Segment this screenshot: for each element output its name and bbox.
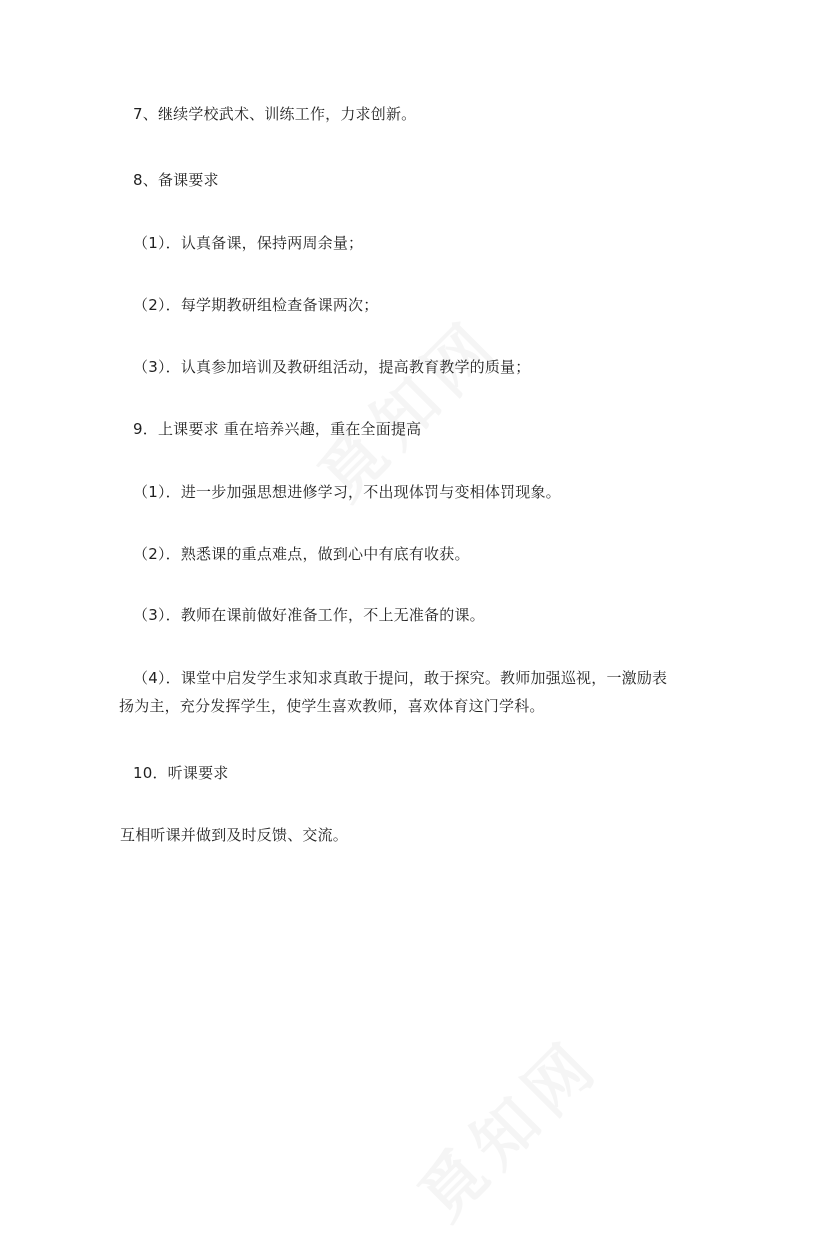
item-8-3: （3）．认真参加培训及教研组活动，提高教育教学的质量；	[133, 358, 531, 376]
item-9-4-line-1: （4）．课堂中启发学生求知求真敢于提问，敢于探究。教师加强巡视，一激励表	[133, 669, 668, 687]
watermark	[395, 1015, 617, 1237]
section-10-title: 10．听课要求	[133, 764, 229, 782]
section-8-title: 8、备课要求	[133, 171, 219, 189]
section-10-body: 互相听课并做到及时反馈、交流。	[120, 826, 349, 844]
section-9-title: 9．上课要求 重在培养兴趣，重在全面提高	[133, 420, 422, 438]
item-9-4-line-2: 扬为主，充分发挥学生，使学生喜欢教师，喜欢体育这门学科。	[119, 697, 545, 715]
item-9-2: （2）．熟悉课的重点难点，做到心中有底有收获。	[133, 545, 470, 563]
item-8-2: （2）．每学期教研组检查备课两次；	[133, 296, 379, 314]
item-8-1: （1）．认真备课，保持两周余量；	[133, 234, 364, 252]
item-9-1: （1）．进一步加强思想进修学习，不出现体罚与变相体罚现象。	[133, 483, 561, 501]
item-9-3: （3）．教师在课前做好准备工作，不上无准备的课。	[133, 606, 485, 624]
item-9-4	[119, 664, 748, 720]
item-7: 7、继续学校武术、训练工作，力求创新。	[133, 105, 417, 123]
